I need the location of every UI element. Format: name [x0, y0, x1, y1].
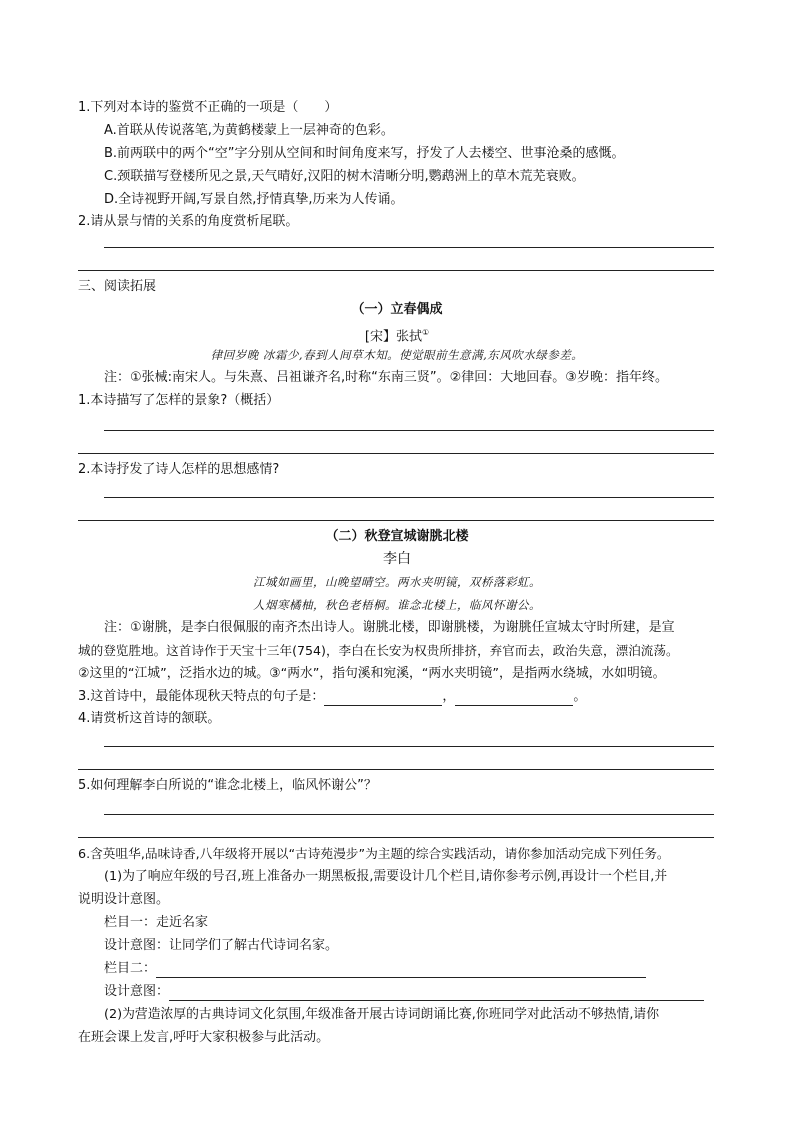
poem2-title: （二）秋登宣城谢朓北楼: [325, 529, 469, 544]
question-6-part1-line1: (1)为了响应年级的号召,班上准备办一期黑板报,需要设计几个栏目,请你参考示例,再设计一个栏目,并: [104, 869, 668, 884]
poem2-question-5: 5.如何理解李白所说的“谁念北楼上，临风怀谢公”？: [78, 778, 377, 793]
answer-blank[interactable]: [169, 986, 704, 1001]
design-intent-1: 设计意图：让同学们了解古代诗词名家。: [104, 938, 339, 953]
answer-line[interactable]: [104, 247, 714, 248]
answer-line[interactable]: [104, 497, 714, 498]
column-1: 栏目一：走近名家: [104, 915, 209, 930]
question-2: 2.请从景与情的关系的角度赏析尾联。: [78, 214, 299, 229]
question-6-intro: 6.含英咀华,品味诗香,八年级将开展以“古诗苑漫步”为主题的综合实践活动，请你参加活动完成下列任务。: [78, 846, 670, 861]
question-6-part2-line1: (2)为营造浓厚的古典诗词文化氛围,年级准备开展古诗词朗诵比赛,你班同学对此活动不够热情,请你: [104, 1007, 660, 1022]
answer-line[interactable]: [78, 270, 714, 271]
option-b: B.前两联中的两个“空”字分别从空间和时间角度来写，抒发了人去楼空、世事沧桑的感慨。: [104, 146, 625, 161]
poem1-title: （一）立春偶成: [351, 302, 443, 317]
option-c: C.颈联描写登楼所见之景,天气晴好,汉阳的树木清晰分明,鹦鹉洲上的草木荒芜衰败。: [104, 169, 585, 184]
poem1-author: [宋】张拭①: [364, 328, 430, 345]
answer-blank[interactable]: [156, 963, 646, 978]
answer-line[interactable]: [104, 430, 714, 431]
answer-blank[interactable]: [324, 691, 442, 706]
poem2-note-2: 城的登览胜地。这首诗作于天宝十三年(754)，李白在长安为权贵所排挤，弃官而去，政治失意，漂泊流荡。: [78, 643, 679, 658]
answer-line[interactable]: [78, 769, 714, 770]
question-1: 1.下列对本诗的鉴赏不正确的一项是（ ）: [78, 100, 338, 115]
poem1-note: 注：①张械:南宋人。与朱熹、吕祖谦齐名,时称“东南三贤”。②律回：大地回春。③岁晚：指年终。: [104, 370, 668, 385]
question-6-part2-line2: 在班会课上发言,呼吁大家积极参与此活动。: [78, 1030, 330, 1045]
poem2-question-3: 3.这首诗中，最能体现秋天特点的句子是： ， 。: [78, 689, 587, 704]
poem2-question-4: 4.请赏析这首诗的颔联。: [78, 711, 221, 726]
option-a: A.首联从传说落笔,为黄鹤楼蒙上一层神奇的色彩。: [104, 123, 394, 138]
section-heading: 三、阅读拓展: [78, 279, 157, 294]
poem2-line-2: 人烟寒橘柚，秋色老梧桐。谁念北楼上，临风怀谢公。: [253, 598, 541, 612]
column-2: 栏目二：: [104, 960, 646, 978]
answer-line[interactable]: [78, 520, 714, 521]
poem1-question-1: 1.本诗描写了怎样的景象?（概括）: [78, 393, 280, 408]
question-6-part1-line2: 说明设计意图。: [78, 892, 170, 907]
answer-line[interactable]: [104, 746, 714, 747]
option-d: D.全诗视野开阔,写景自然,抒情真挚,历来为人传诵。: [104, 192, 404, 207]
answer-line[interactable]: [78, 837, 714, 838]
answer-blank[interactable]: [455, 691, 573, 706]
answer-line[interactable]: [104, 814, 714, 815]
poem2-note-3: ②这里的“江城”，泛指水边的城。③“两水”，指句溪和宛溪，“两水夹明镜”，是指两水绕城，水如明镜。: [78, 666, 666, 681]
answer-line[interactable]: [78, 453, 714, 454]
poem2-line-1: 江城如画里，山晚望晴空。两水夹明镜，双桥落彩虹。: [253, 575, 541, 589]
poem2-note-1: 注：①谢朓，是李白很佩服的南齐杰出诗人。谢朓北楼，即谢朓楼，为谢朓任宣城太守时所建，是宣: [104, 620, 675, 635]
poem2-author: 李白: [383, 551, 411, 567]
poem1-text: 律回岁晚 冰霜少,春到人间草木知。使觉眼前生意满,东风吹水绿参差。: [210, 348, 584, 362]
design-intent-2: 设计意图：: [104, 983, 704, 1001]
poem1-question-2: 2.本诗抒发了诗人怎样的思想感情?: [78, 462, 280, 477]
